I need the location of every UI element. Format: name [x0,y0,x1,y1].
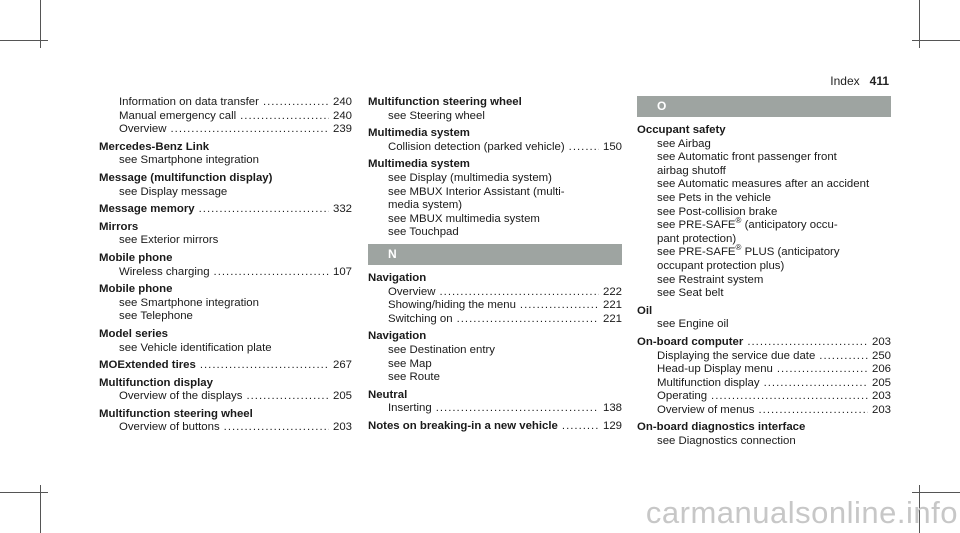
index-subentry-text: see Diagnostics connection [657,435,796,448]
index-subentry[interactable] [637,274,891,288]
leader-dots [562,420,599,434]
index-entry [99,141,352,168]
index-entry [99,252,352,279]
index-subentry [99,96,352,110]
index-headword: Multifunction steering wheel [99,407,253,420]
index-subentry[interactable] [637,435,891,449]
index-entry [368,330,622,384]
index-subentry-text: see Engine oil [657,318,729,331]
leader-dots [759,404,868,418]
page-ref[interactable]: 240 [332,109,352,122]
index-headword [368,420,622,434]
index-entry [99,283,352,324]
index-subentry-text: see PRE-SAFE® PLUS (anticipatory [657,243,840,259]
index-subentry [637,377,891,391]
index-subentry-label: Showing/hiding the menu [388,299,516,312]
index-headword: Message (multifunction display) [99,171,273,184]
index-headword-label: Notes on breaking-in a new vehicle [368,419,558,432]
index-headword: Model series [99,327,169,340]
index-headword [99,359,352,373]
page-number: 411 [869,74,889,88]
index-subentry[interactable] [99,297,352,311]
index-headword [637,336,891,350]
leader-dots [439,286,599,300]
crop-mark [0,40,48,41]
index-subentry[interactable] [637,192,891,206]
index-headword: Multimedia system [368,127,470,140]
index-subentry-label: Collision detection (parked vehicle) [388,140,565,153]
index-subentry-text: see Display message [119,185,228,198]
leader-dots [200,359,329,373]
index-subentry [99,390,352,404]
index-subentry[interactable] [637,243,891,273]
index-subentry[interactable] [637,138,891,152]
page-ref[interactable]: 239 [332,123,352,136]
page-ref[interactable]: 221 [602,312,622,325]
index-entry [99,96,352,137]
index-subentry[interactable] [99,154,352,168]
index-entry [99,377,352,404]
page-ref[interactable]: 205 [332,390,352,403]
section-title: Index [830,74,860,88]
index-headword: Neutral [368,388,408,401]
index-subentry[interactable] [368,358,622,372]
leader-dots [711,390,868,404]
index-entry [368,272,622,326]
page-ref[interactable]: 206 [871,363,891,376]
index-subentry-text: see Automatic front passenger front [657,151,837,164]
index-subentry-text: see Automatic measures after an accident [657,178,870,191]
index-subentry-label: Overview [119,123,167,136]
index-subentry-label: Multifunction display [657,376,760,389]
leader-dots [520,299,599,313]
index-subentry[interactable] [368,371,622,385]
index-subentry[interactable] [637,178,891,192]
page-ref[interactable]: 150 [602,140,622,153]
index-subentry-text: see MBUX multimedia system [388,212,540,225]
index-subentry [637,363,891,377]
page-ref[interactable]: 332 [332,203,352,216]
index-subentry-text: see PRE-SAFE® (anticipatory occu- [657,216,838,232]
leader-dots [224,421,329,435]
index-subentry-text: see Smartphone integration [119,296,259,309]
crop-mark [912,40,960,41]
page-ref[interactable]: 267 [332,359,352,372]
index-entry [99,408,352,435]
index-subentry[interactable] [368,172,622,186]
crop-mark [912,492,960,493]
index-subentry [637,404,891,418]
index-subentry[interactable] [368,213,622,227]
index-subentry-label: Displaying the service due date [657,349,816,362]
index-headword: Navigation [368,271,427,284]
index-subentry-text: see Smartphone integration [119,154,259,167]
index-subentry-label: Operating [657,390,708,403]
index-subentry [99,123,352,137]
page-ref[interactable]: 107 [332,265,352,278]
index-subentry-label: Wireless charging [119,265,210,278]
index-subentry [368,313,622,327]
index-subentry[interactable] [368,344,622,358]
index-subentry-text: see Pets in the vehicle [657,191,771,204]
letter-heading: N [368,244,622,265]
index-subentry-label: Head-up Display menu [657,363,773,376]
index-subentry-text: see Vehicle identification plate [119,341,272,354]
index-entry [99,221,352,248]
index-subentry-label: Information on data transfer [119,96,259,108]
page-ref[interactable]: 221 [602,299,622,312]
leader-dots [569,141,599,155]
leader-dots [457,313,599,327]
index-entry [637,421,891,448]
index-column-3 [637,96,891,453]
page-ref[interactable]: 138 [602,402,622,415]
index-entry [368,96,622,123]
index-headword: Multimedia system [368,158,470,171]
index-subentry [368,299,622,313]
index-subentry-text: see Route [388,371,440,384]
leader-dots [819,350,868,364]
index-subentry[interactable] [637,151,891,178]
index-subentry [368,286,622,300]
index-subentry-text: see Display (multimedia system) [388,171,552,184]
index-headword [99,203,352,217]
leader-dots [240,110,329,124]
leader-dots [263,96,329,110]
leader-dots [764,377,868,391]
index-subentry-continuation: pant protection) [657,232,737,245]
index-subentry [99,421,352,435]
index-column-1 [99,96,352,439]
page-ref[interactable]: 203 [332,421,352,434]
index-subentry-text: see Seat belt [657,287,724,300]
page-ref[interactable]: 250 [871,349,891,362]
index-subentry-label: Inserting [388,402,432,415]
page-ref[interactable]: 205 [871,376,891,389]
index-headword: Mobile phone [99,283,173,296]
index-headword-label: Message memory [99,203,195,216]
index-subentry-text: see Post-collision brake [657,205,778,218]
index-subentry[interactable] [368,110,622,124]
page-ref[interactable]: 203 [871,335,891,348]
page-ref[interactable]: 240 [332,96,352,108]
index-headword-label: On-board computer [637,335,744,348]
index-subentry[interactable] [99,186,352,200]
index-subentry-text: see Touchpad [388,226,459,239]
page-ref[interactable]: 222 [602,285,622,298]
page-ref[interactable]: 129 [602,419,622,432]
index-headword: Occupant safety [637,124,726,136]
index-subentry[interactable] [99,342,352,356]
index-subentry-text: see Restraint system [657,273,764,286]
watermark: carmanualsonline.info [645,495,958,530]
index-subentry-continuation: media system) [388,199,463,212]
index-subentry-text: see Airbag [657,137,711,150]
index-subentry-label: Overview of buttons [119,421,220,434]
index-headword: Mirrors [99,220,139,233]
index-subentry-text: see Destination entry [388,343,496,356]
index-subentry-text: see MBUX Interior Assistant (multi- [388,185,565,198]
page-header [830,74,889,88]
letter-heading: O [637,96,891,117]
page-ref[interactable]: 203 [871,403,891,416]
index-subentry[interactable] [368,226,622,240]
index-subentry [99,110,352,124]
index-entry [637,124,891,301]
index-subentry[interactable] [99,234,352,248]
index-entry [99,172,352,199]
leader-dots [170,123,329,137]
leader-dots [199,203,329,217]
index-subentry-continuation: occupant protection plus) [657,259,785,272]
index-subentry-label: Overview of the displays [119,390,243,403]
index-subentry[interactable] [368,186,622,213]
index-headword: Oil [637,304,653,317]
index-subentry[interactable] [637,318,891,332]
index-subentry [637,350,891,364]
index-subentry-label: Overview of menus [657,403,755,416]
index-subentry[interactable] [637,216,891,246]
crop-mark [0,492,48,493]
index-entry [368,127,622,154]
index-headword: On-board diagnostics interface [637,421,806,434]
index-subentry [368,141,622,155]
leader-dots [214,266,329,280]
index-subentry-text: see Telephone [119,310,193,323]
index-subentry[interactable] [637,287,891,301]
index-headword: Mercedes-Benz Link [99,140,210,153]
index-entry [368,420,622,434]
index-entry [637,305,891,332]
index-subentry-label: Overview [388,285,436,298]
index-headword: Multifunction display [99,376,213,389]
index-headword: Mobile phone [99,251,173,264]
index-entry [368,389,622,416]
index-column-2 [368,96,622,437]
index-subentry [637,390,891,404]
index-subentry-text: see Exterior mirrors [119,234,219,247]
index-subentry-text: see Map [388,357,432,370]
index-headword: Navigation [368,330,427,343]
index-subentry [368,402,622,416]
index-subentry-continuation: airbag shutoff [657,164,726,177]
index-entry [368,158,622,240]
index-subentry [99,266,352,280]
leader-dots [777,363,868,377]
index-entry [99,359,352,373]
index-headword-label: MOExtended tires [99,359,196,372]
index-subentry[interactable] [637,206,891,220]
page-ref[interactable]: 203 [871,390,891,403]
leader-dots [246,390,329,404]
index-entry [637,336,891,418]
index-entry [99,328,352,355]
index-subentry-label: Manual emergency call [119,109,237,122]
leader-dots [747,336,868,350]
index-entry [99,203,352,217]
index-subentry-label: Switching on [388,312,453,325]
index-subentry-text: see Steering wheel [388,109,485,122]
index-subentry[interactable] [99,310,352,324]
leader-dots [436,402,599,416]
index-headword: Multifunction steering wheel [368,96,522,108]
